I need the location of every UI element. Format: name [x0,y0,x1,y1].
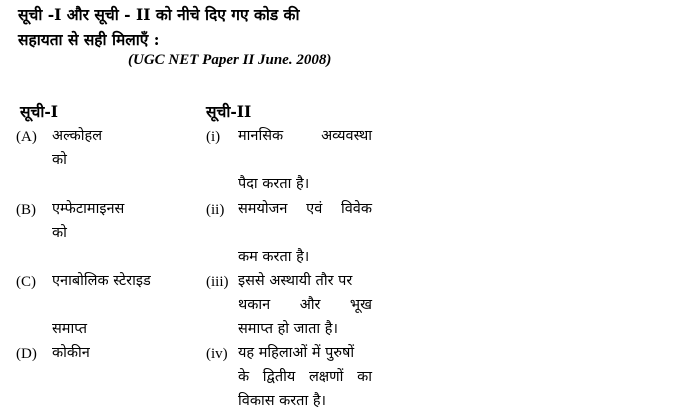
item-marker: (iii) [206,274,229,290]
item-text-line [238,293,372,317]
item-marker: (D) [16,346,37,362]
item-text-line [238,197,372,221]
item-text-line: विकास करता है। [238,393,327,409]
item-marker: (C) [16,274,36,290]
item-word: लक्षणों [308,369,344,385]
item-text-line: यह महिलाओं में पुरुषों [238,345,355,361]
item-word: समयोजन [238,201,288,217]
item-marker: (iv) [206,346,228,362]
item-text-line: कम करता है। [238,249,310,265]
item-word: अव्यवस्था [321,128,372,144]
item-text-line: एनाबोलिक स्टेराइड [52,273,151,289]
item-word: एवं [306,201,323,217]
item-word: द्वितीय [262,369,296,385]
item-text-line: को [52,152,67,168]
item-text-line: समाप्त [52,321,87,337]
item-word: के [238,369,250,385]
item-text-line: समाप्त हो जाता है। [238,321,338,337]
question-line-1: सूची -I और सूची - II को नीचे दिए गए कोड की [18,5,300,24]
item-word: विवेक [340,201,372,217]
item-text-line [238,124,372,148]
list-one-heading: सूची-I [20,102,59,121]
item-text-line: एम्फेटामाइनस [52,201,125,217]
item-text-line [238,365,372,389]
item-word: थकान [238,297,271,313]
item-text-line: कोकीन [52,345,90,361]
item-marker: (ii) [206,202,225,218]
question-line-2: सहायता से सही मिलाएँ : [18,30,160,49]
item-marker: (B) [16,202,36,218]
item-marker: (i) [206,129,221,145]
item-text-line: इससे अस्थायी तौर पर [238,273,353,289]
item-text-line: पैदा करता है। [238,176,310,192]
item-word: और [299,297,321,313]
item-word: का [357,369,372,385]
item-word: मानसिक [238,128,284,144]
item-text-line: को [52,225,67,241]
list-two-heading: सूची-II [206,102,252,121]
question-text [18,2,388,52]
exam-source: (UGC NET Paper II June. 2008) [128,52,332,68]
item-word: भूख [349,297,372,313]
item-marker: (A) [16,129,37,145]
item-text-line: अल्कोहल [52,128,103,144]
